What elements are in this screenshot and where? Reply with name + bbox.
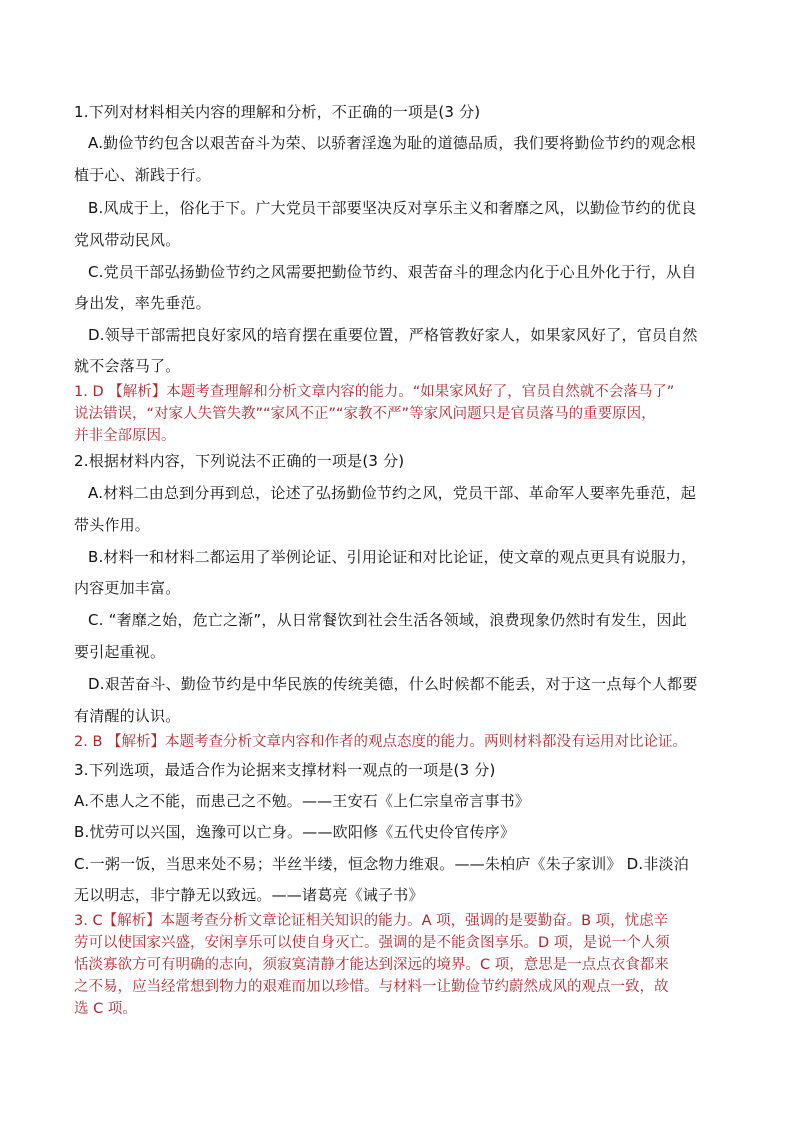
q1-option-d-line1: D.领导干部需把良好家风的培育摆在重要位置，严格管教好家人，如果家风好了，官员自然 xyxy=(88,326,698,344)
q1-answer-line2: 说法错误，“对家人失管失教”“家风不正”“家教不严”等家风问题只是官员落马的重要原因， xyxy=(74,406,656,422)
q2-stem: 2.根据材料内容，下列说法不正确的一项是(3 分) xyxy=(74,452,405,470)
q1-option-c-line2: 身出发，率先垂范。 xyxy=(74,294,211,312)
q1-option-d-line2: 就不会落马了。 xyxy=(74,357,181,375)
q3-answer-line2: 劳可以使国家兴盛，安闲享乐可以使自身灭亡。强调的是不能贪图享乐。D 项，是说一个人须 xyxy=(74,935,670,951)
q2-option-a-line2: 带头作用。 xyxy=(74,516,151,534)
q3-answer-line3: 恬淡寡欲方可有明确的志向，须寂寞清静才能达到深远的境界。C 项，意思是一点点衣食都来 xyxy=(74,957,669,973)
q2-option-c-line1: C. “奢靡之始，危亡之渐”，从日常餐饮到社会生活各领域，浪费现象仍然时有发生，因此 xyxy=(88,611,687,629)
q2-option-a-line1: A.材料二由总到分再到总，论述了弘扬勤俭节约之风，党员干部、革命军人要率先垂范，起 xyxy=(88,484,696,502)
q2-option-c-line2: 要引起重视。 xyxy=(74,643,166,661)
q1-option-b-line2: 党风带动民风。 xyxy=(74,231,181,249)
q1-option-b-line1: B.风成于上，俗化于下。广大党员干部要坚决反对享乐主义和奢靡之风，以勤俭节约的优良 xyxy=(88,199,697,217)
q2-option-b-line2: 内容更加丰富。 xyxy=(74,579,181,597)
q3-answer-line1: 3. C【解析】本题考查分析文章论证相关知识的能力。A 项，强调的是要勤奋。B 项，忧虑辛 xyxy=(74,913,669,929)
q1-answer-line3: 并非全部原因。 xyxy=(74,428,176,444)
q3-answer-line4: 之不易，应当经常想到物力的艰难而加以珍惜。与材料一让勤俭节约蔚然成风的观点一致，故 xyxy=(74,979,669,995)
q1-stem: 1.下列对材料相关内容的理解和分析，不正确的一项是(3 分) xyxy=(74,103,481,121)
q2-answer: 2. B 【解析】本题考查分析文章内容和作者的观点态度的能力。两则材料都没有运用对比论证。 xyxy=(74,734,687,750)
q1-option-a-line2: 植于心、渐践于行。 xyxy=(74,166,211,184)
q3-option-c-d-line1: C.一粥一饭，当思来处不易；半丝半缕，恒念物力维艰。——朱柏庐《朱子家训》 D.非淡泊 xyxy=(74,855,689,873)
q3-option-b: B.忧劳可以兴国，逸豫可以亡身。——欧阳修《五代史伶官传序》 xyxy=(74,823,516,841)
q3-option-d-line2: 无以明志，非宁静无以致远。——诸葛亮《诫子书》 xyxy=(74,886,424,904)
q1-option-c-line1: C.党员干部弘扬勤俭节约之风需要把勤俭节约、艰苦奋斗的理念内化于心且外化于行，从自 xyxy=(88,263,697,281)
q2-option-d-line2: 有清醒的认识。 xyxy=(74,707,181,725)
q1-answer-line1: 1. D 【解析】本题考查理解和分析文章内容的能力。“如果家风好了，官员自然就不会落马了” xyxy=(74,384,675,400)
q2-option-d-line1: D.艰苦奋斗、勤俭节约是中华民族的传统美德，什么时候都不能丢，对于这一点每个人都要 xyxy=(88,675,698,693)
q2-option-b-line1: B.材料一和材料二都运用了举例论证、引用论证和对比论证，使文章的观点更具有说服力， xyxy=(88,548,697,566)
q3-option-a: A.不患人之不能，而患己之不勉。——王安石《上仁宗皇帝言事书》 xyxy=(74,792,530,810)
q3-stem: 3.下列选项，最适合作为论据来支撑材料一观点的一项是(3 分) xyxy=(74,761,496,779)
q3-answer-line5: 选 C 项。 xyxy=(74,1001,137,1017)
q1-option-a-line1: A.勤俭节约包含以艰苦奋斗为荣、以骄奢淫逸为耻的道德品质，我们要将勤俭节约的观念根 xyxy=(88,134,696,152)
